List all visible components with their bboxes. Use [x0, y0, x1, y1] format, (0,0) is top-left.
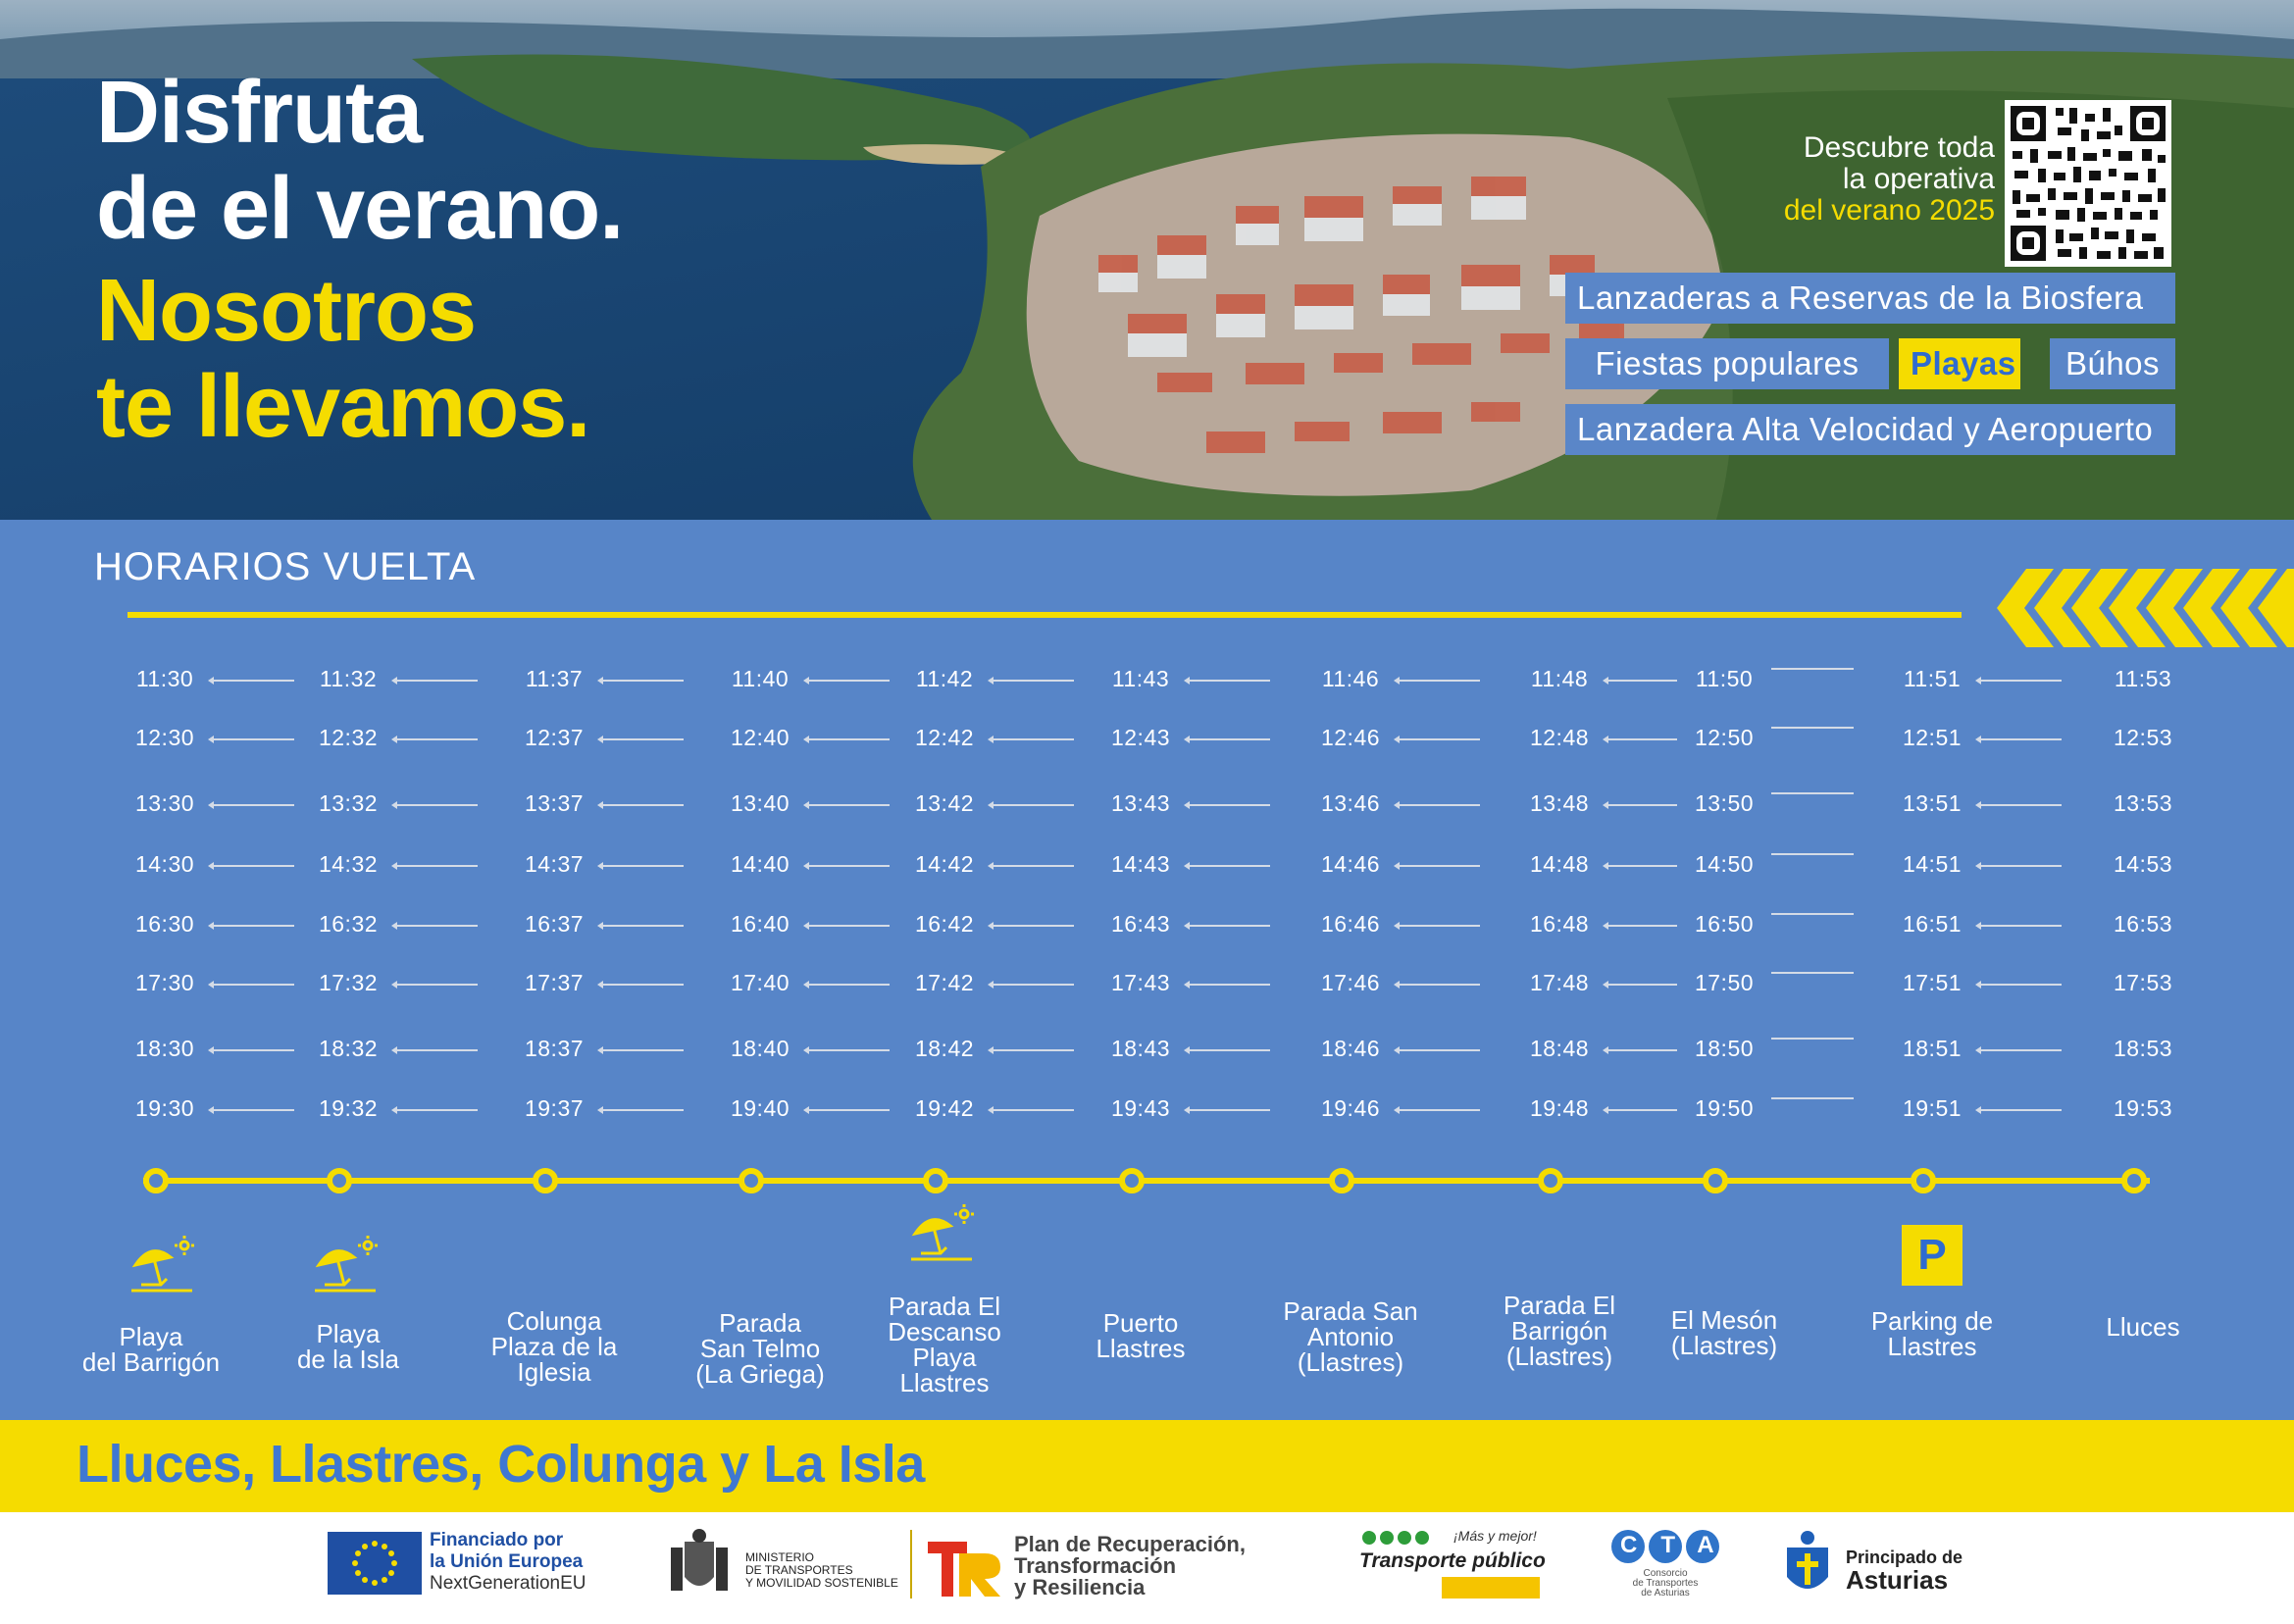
- arrow-left-icon: [1979, 680, 2062, 682]
- arrow-left-icon: [1398, 680, 1480, 682]
- arrow-left-icon: [395, 984, 478, 986]
- time-cell: 14:50: [1694, 851, 1755, 877]
- time-cell: 11:46: [1321, 666, 1380, 691]
- time-cell: 14:51: [1902, 851, 1963, 877]
- stop-dot[interactable]: [923, 1168, 948, 1193]
- time-cell: 13:43: [1110, 790, 1171, 816]
- arrow-left-icon: [1979, 738, 2062, 740]
- beach-umbrella-icon: [311, 1236, 380, 1298]
- time-cell: 12:30: [134, 725, 195, 750]
- arrow-left-icon: [601, 1109, 684, 1111]
- arrow-left-icon: [992, 804, 1074, 806]
- time-cell: 17:30: [134, 970, 195, 995]
- time-cell: 16:42: [914, 911, 975, 937]
- time-cell: 12:32: [318, 725, 379, 750]
- logo-divider: [910, 1530, 912, 1599]
- stop-dot[interactable]: [1703, 1168, 1728, 1193]
- time-cell: 12:37: [524, 725, 585, 750]
- time-cell: 17:48: [1529, 970, 1590, 995]
- arrow-left-icon: [601, 738, 684, 740]
- stop-label: Parking de Llastres: [1870, 1306, 1994, 1361]
- arrow-left-icon: [992, 1109, 1074, 1111]
- arrow-left-icon: [1398, 1109, 1480, 1111]
- arrow-left-icon: [807, 738, 890, 740]
- time-cell: 13:37: [524, 790, 585, 816]
- arrow-left-icon: [992, 680, 1074, 682]
- arrow-left-icon: [601, 925, 684, 927]
- arrow-left-icon: [395, 925, 478, 927]
- time-cell: 17:40: [730, 970, 790, 995]
- time-cell: 12:42: [914, 725, 975, 750]
- arrow-left-icon: [1771, 1038, 1854, 1040]
- arrow-left-icon: [1188, 1109, 1270, 1111]
- time-cell: 17:42: [914, 970, 975, 995]
- arrow-left-icon: [807, 925, 890, 927]
- stop-label: Puerto Llastres: [1096, 1308, 1186, 1363]
- time-cell: 18:53: [2113, 1036, 2173, 1061]
- time-cell: 18:40: [730, 1036, 790, 1061]
- arrow-left-icon: [807, 1049, 890, 1051]
- arrow-left-icon: [212, 865, 294, 867]
- qr-code-icon[interactable]: [2005, 100, 2171, 267]
- cta-line-3: de Asturias: [1641, 1588, 1690, 1599]
- arrow-left-icon: [212, 804, 294, 806]
- spain-coat-of-arms-icon: [665, 1528, 734, 1600]
- stop-label: Playa del Barrigón: [81, 1322, 221, 1377]
- headline-line-1: Disfruta: [96, 64, 423, 162]
- time-cell: 19:51: [1902, 1095, 1963, 1121]
- asturias-label: [1846, 1548, 1963, 1593]
- qr-promo-line-3: del verano 2025: [1783, 194, 1995, 227]
- arrow-left-icon: [395, 680, 478, 682]
- time-cell: 17:46: [1320, 970, 1381, 995]
- asturias-line-2: Asturias: [1846, 1565, 1949, 1595]
- eu-flag-icon: [328, 1532, 422, 1595]
- arrow-left-icon: [1771, 972, 1854, 974]
- time-cell: 17:32: [318, 970, 379, 995]
- arrow-left-icon: [1188, 680, 1270, 682]
- ministerio-line-3: Y MOVILIDAD SOSTENIBLE: [745, 1576, 898, 1590]
- parking-icon: P: [1902, 1225, 1963, 1286]
- ministerio-line-1: MINISTERIO: [745, 1550, 815, 1564]
- cta-letters: CTA: [1620, 1532, 1738, 1558]
- tp-slogan: ¡Más y mejor!: [1453, 1528, 1537, 1544]
- time-cell: 14:30: [134, 851, 195, 877]
- time-cell: 13:32: [318, 790, 379, 816]
- route-name: Lluces, Llastres, Colunga y La Isla: [76, 1435, 925, 1494]
- time-cell: 14:42: [914, 851, 975, 877]
- headline: [96, 64, 624, 459]
- time-cell: 18:48: [1529, 1036, 1590, 1061]
- eu-line-2: la Unión Europea: [430, 1551, 584, 1572]
- stop-dot[interactable]: [2121, 1168, 2147, 1193]
- arrow-left-icon: [1979, 1109, 2062, 1111]
- time-cell: 19:42: [914, 1095, 975, 1121]
- arrow-left-icon: [1188, 804, 1270, 806]
- time-cell: 11:50: [1695, 666, 1754, 691]
- stop-dot[interactable]: [533, 1168, 558, 1193]
- time-cell: 12:53: [2113, 725, 2173, 750]
- qr-promo-text: [1667, 132, 1995, 227]
- time-cell: 13:50: [1694, 790, 1755, 816]
- ministerio-line-2: DE TRANSPORTES: [745, 1563, 853, 1577]
- schedule-title: HORARIOS VUELTA: [94, 545, 477, 588]
- time-cell: 19:32: [318, 1095, 379, 1121]
- beach-umbrella-icon: [907, 1204, 976, 1267]
- time-cell: 19:30: [134, 1095, 195, 1121]
- transport-modes-icon: [1361, 1530, 1452, 1546]
- time-cell: 12:43: [1110, 725, 1171, 750]
- time-cell: 16:53: [2113, 911, 2173, 937]
- arrow-left-icon: [1188, 925, 1270, 927]
- arrow-left-icon: [1398, 804, 1480, 806]
- arrow-left-icon: [395, 1109, 478, 1111]
- time-cell: 18:30: [134, 1036, 195, 1061]
- arrow-left-icon: [807, 865, 890, 867]
- time-cell: 17:51: [1902, 970, 1963, 995]
- stop-label: El Mesón (Llastres): [1670, 1305, 1778, 1360]
- time-cell: 18:51: [1902, 1036, 1963, 1061]
- arrow-left-icon: [1188, 865, 1270, 867]
- time-cell: 17:53: [2113, 970, 2173, 995]
- arrow-left-icon: [992, 738, 1074, 740]
- beach-umbrella-icon: [127, 1236, 196, 1298]
- tag-playas[interactable]: Playas: [1899, 338, 2020, 389]
- cta-line-2: de Transportes: [1632, 1578, 1699, 1589]
- arrow-left-icon: [212, 925, 294, 927]
- stop-dot[interactable]: [1119, 1168, 1145, 1193]
- time-cell: 19:37: [524, 1095, 585, 1121]
- stop-dot[interactable]: [1329, 1168, 1354, 1193]
- headline-line-2: de el verano.: [96, 160, 624, 258]
- arrow-left-icon: [212, 738, 294, 740]
- headline-line-4: te llevamos.: [96, 358, 590, 456]
- direction-chevrons-icon: [1997, 569, 2294, 647]
- arrow-left-icon: [1771, 727, 1854, 729]
- time-cell: 18:37: [524, 1036, 585, 1061]
- time-cell: 19:50: [1694, 1095, 1755, 1121]
- time-cell: 11:30: [135, 666, 194, 691]
- time-cell: 19:40: [730, 1095, 790, 1121]
- arrow-left-icon: [601, 865, 684, 867]
- arrow-left-icon: [1979, 1049, 2062, 1051]
- time-cell: 18:46: [1320, 1036, 1381, 1061]
- arrow-left-icon: [395, 1049, 478, 1051]
- eu-funding-label: [430, 1530, 586, 1595]
- plan-line-1: Plan de Recuperación,: [1014, 1532, 1246, 1556]
- tp-title: Transporte público: [1359, 1549, 1546, 1572]
- arrow-left-icon: [992, 865, 1074, 867]
- time-cell: 19:46: [1320, 1095, 1381, 1121]
- arrow-left-icon: [1979, 925, 2062, 927]
- time-cell: 16:30: [134, 911, 195, 937]
- arrow-left-icon: [601, 1049, 684, 1051]
- time-cell: 12:50: [1694, 725, 1755, 750]
- ministerio-label: [745, 1551, 898, 1590]
- arrow-left-icon: [212, 984, 294, 986]
- time-cell: 16:32: [318, 911, 379, 937]
- time-cell: 16:50: [1694, 911, 1755, 937]
- qr-promo-line-2: la operativa: [1842, 163, 1995, 195]
- time-cell: 14:43: [1110, 851, 1171, 877]
- arrow-left-icon: [395, 804, 478, 806]
- tag-lanzaderas-biosfera[interactable]: Lanzaderas a Reservas de la Biosfera: [1565, 273, 2175, 324]
- eu-line-3: NextGenerationEU: [430, 1573, 586, 1594]
- title-underline: [127, 612, 1962, 618]
- time-cell: 14:40: [730, 851, 790, 877]
- arrow-left-icon: [1398, 925, 1480, 927]
- recovery-plan-label: [1014, 1534, 1246, 1599]
- arrow-left-icon: [992, 1049, 1074, 1051]
- tag-fiestas-populares[interactable]: Fiestas populares: [1565, 338, 1889, 389]
- time-cell: 18:42: [914, 1036, 975, 1061]
- arrow-left-icon: [1979, 984, 2062, 986]
- time-cell: 11:48: [1530, 666, 1589, 691]
- footer-logos: [0, 1512, 2294, 1624]
- time-cell: 16:51: [1902, 911, 1963, 937]
- time-cell: 17:50: [1694, 970, 1755, 995]
- arrow-left-icon: [1398, 738, 1480, 740]
- time-cell: 18:50: [1694, 1036, 1755, 1061]
- stop-dot[interactable]: [739, 1168, 764, 1193]
- spain-gov-strip-icon: [1442, 1577, 1540, 1599]
- time-cell: 11:42: [915, 666, 974, 691]
- time-cell: 11:32: [319, 666, 378, 691]
- arrow-left-icon: [395, 865, 478, 867]
- arrow-left-icon: [601, 680, 684, 682]
- arrow-left-icon: [212, 1109, 294, 1111]
- time-cell: 13:48: [1529, 790, 1590, 816]
- stop-label: Lluces: [2106, 1312, 2180, 1342]
- time-cell: 13:40: [730, 790, 790, 816]
- arrow-left-icon: [1398, 984, 1480, 986]
- arrow-left-icon: [212, 680, 294, 682]
- time-cell: 18:43: [1110, 1036, 1171, 1061]
- tag-lanzadera-aeropuerto[interactable]: Lanzadera Alta Velocidad y Aeropuerto: [1565, 404, 2175, 455]
- time-cell: 16:46: [1320, 911, 1381, 937]
- time-cell: 14:46: [1320, 851, 1381, 877]
- arrow-left-icon: [395, 738, 478, 740]
- asturias-line-1: Principado de: [1846, 1548, 1963, 1567]
- asturias-shield-icon: [1785, 1530, 1830, 1600]
- time-cell: 13:46: [1320, 790, 1381, 816]
- arrow-left-icon: [1771, 1097, 1854, 1099]
- time-cell: 11:53: [2114, 666, 2172, 691]
- arrow-left-icon: [1398, 1049, 1480, 1051]
- stop-label: Parada El Barrigón (Llastres): [1503, 1291, 1616, 1371]
- time-cell: 12:51: [1902, 725, 1963, 750]
- time-cell: 12:40: [730, 725, 790, 750]
- time-cell: 13:51: [1902, 790, 1963, 816]
- time-cell: 17:43: [1110, 970, 1171, 995]
- arrow-left-icon: [1188, 1049, 1270, 1051]
- tag-buhos[interactable]: Búhos: [2050, 338, 2175, 389]
- arrow-left-icon: [1979, 804, 2062, 806]
- arrow-left-icon: [212, 1049, 294, 1051]
- cta-line-1: Consorcio: [1643, 1568, 1688, 1579]
- recovery-plan-tr-icon: [922, 1536, 1006, 1600]
- arrow-left-icon: [992, 925, 1074, 927]
- stop-dot[interactable]: [1538, 1168, 1563, 1193]
- stop-label: Parada San Telmo (La Griega): [695, 1308, 825, 1389]
- arrow-left-icon: [1188, 738, 1270, 740]
- plan-line-2: Transformación: [1014, 1553, 1177, 1578]
- time-cell: 19:43: [1110, 1095, 1171, 1121]
- route-line: [143, 1178, 2150, 1184]
- arrow-left-icon: [1771, 668, 1854, 670]
- arrow-left-icon: [807, 804, 890, 806]
- headline-line-3: Nosotros: [96, 262, 477, 360]
- time-cell: 16:40: [730, 911, 790, 937]
- arrow-left-icon: [807, 680, 890, 682]
- stop-dot[interactable]: [1911, 1168, 1936, 1193]
- qr-promo-line-1: Descubre toda: [1803, 131, 1995, 164]
- time-cell: 19:48: [1529, 1095, 1590, 1121]
- eu-line-1: Financiado por: [430, 1530, 564, 1550]
- arrow-left-icon: [1188, 984, 1270, 986]
- arrow-left-icon: [1771, 913, 1854, 915]
- cta-label: [1618, 1569, 1712, 1599]
- time-cell: 12:46: [1320, 725, 1381, 750]
- time-cell: 14:37: [524, 851, 585, 877]
- arrow-left-icon: [1979, 865, 2062, 867]
- time-cell: 12:48: [1529, 725, 1590, 750]
- arrow-left-icon: [992, 984, 1074, 986]
- time-cell: 16:48: [1529, 911, 1590, 937]
- time-cell: 18:32: [318, 1036, 379, 1061]
- hero-banner: [0, 0, 2294, 520]
- time-cell: 13:53: [2113, 790, 2173, 816]
- stop-label: Colunga Plaza de la Iglesia: [490, 1306, 618, 1387]
- time-cell: 17:37: [524, 970, 585, 995]
- arrow-left-icon: [601, 804, 684, 806]
- plan-line-3: y Resiliencia: [1014, 1575, 1146, 1599]
- time-cell: 11:37: [525, 666, 584, 691]
- time-cell: 13:30: [134, 790, 195, 816]
- time-cell: 14:53: [2113, 851, 2173, 877]
- arrow-left-icon: [601, 984, 684, 986]
- time-cell: 14:48: [1529, 851, 1590, 877]
- time-cell: 14:32: [318, 851, 379, 877]
- time-cell: 11:51: [1903, 666, 1962, 691]
- stop-label: Parada San Antonio (Llastres): [1283, 1296, 1418, 1377]
- stop-dot[interactable]: [143, 1168, 169, 1193]
- stop-dot[interactable]: [327, 1168, 352, 1193]
- stop-label: Playa de la Isla: [296, 1319, 400, 1374]
- time-cell: 19:53: [2113, 1095, 2173, 1121]
- stop-label: Parada El Descanso Playa Llastres: [888, 1292, 1001, 1397]
- arrow-left-icon: [1771, 792, 1854, 794]
- time-cell: 11:43: [1111, 666, 1170, 691]
- time-cell: 16:37: [524, 911, 585, 937]
- time-cell: 13:42: [914, 790, 975, 816]
- time-cell: 11:40: [731, 666, 790, 691]
- time-cell: 16:43: [1110, 911, 1171, 937]
- arrow-left-icon: [1398, 865, 1480, 867]
- arrow-left-icon: [807, 1109, 890, 1111]
- arrow-left-icon: [807, 984, 890, 986]
- arrow-left-icon: [1771, 853, 1854, 855]
